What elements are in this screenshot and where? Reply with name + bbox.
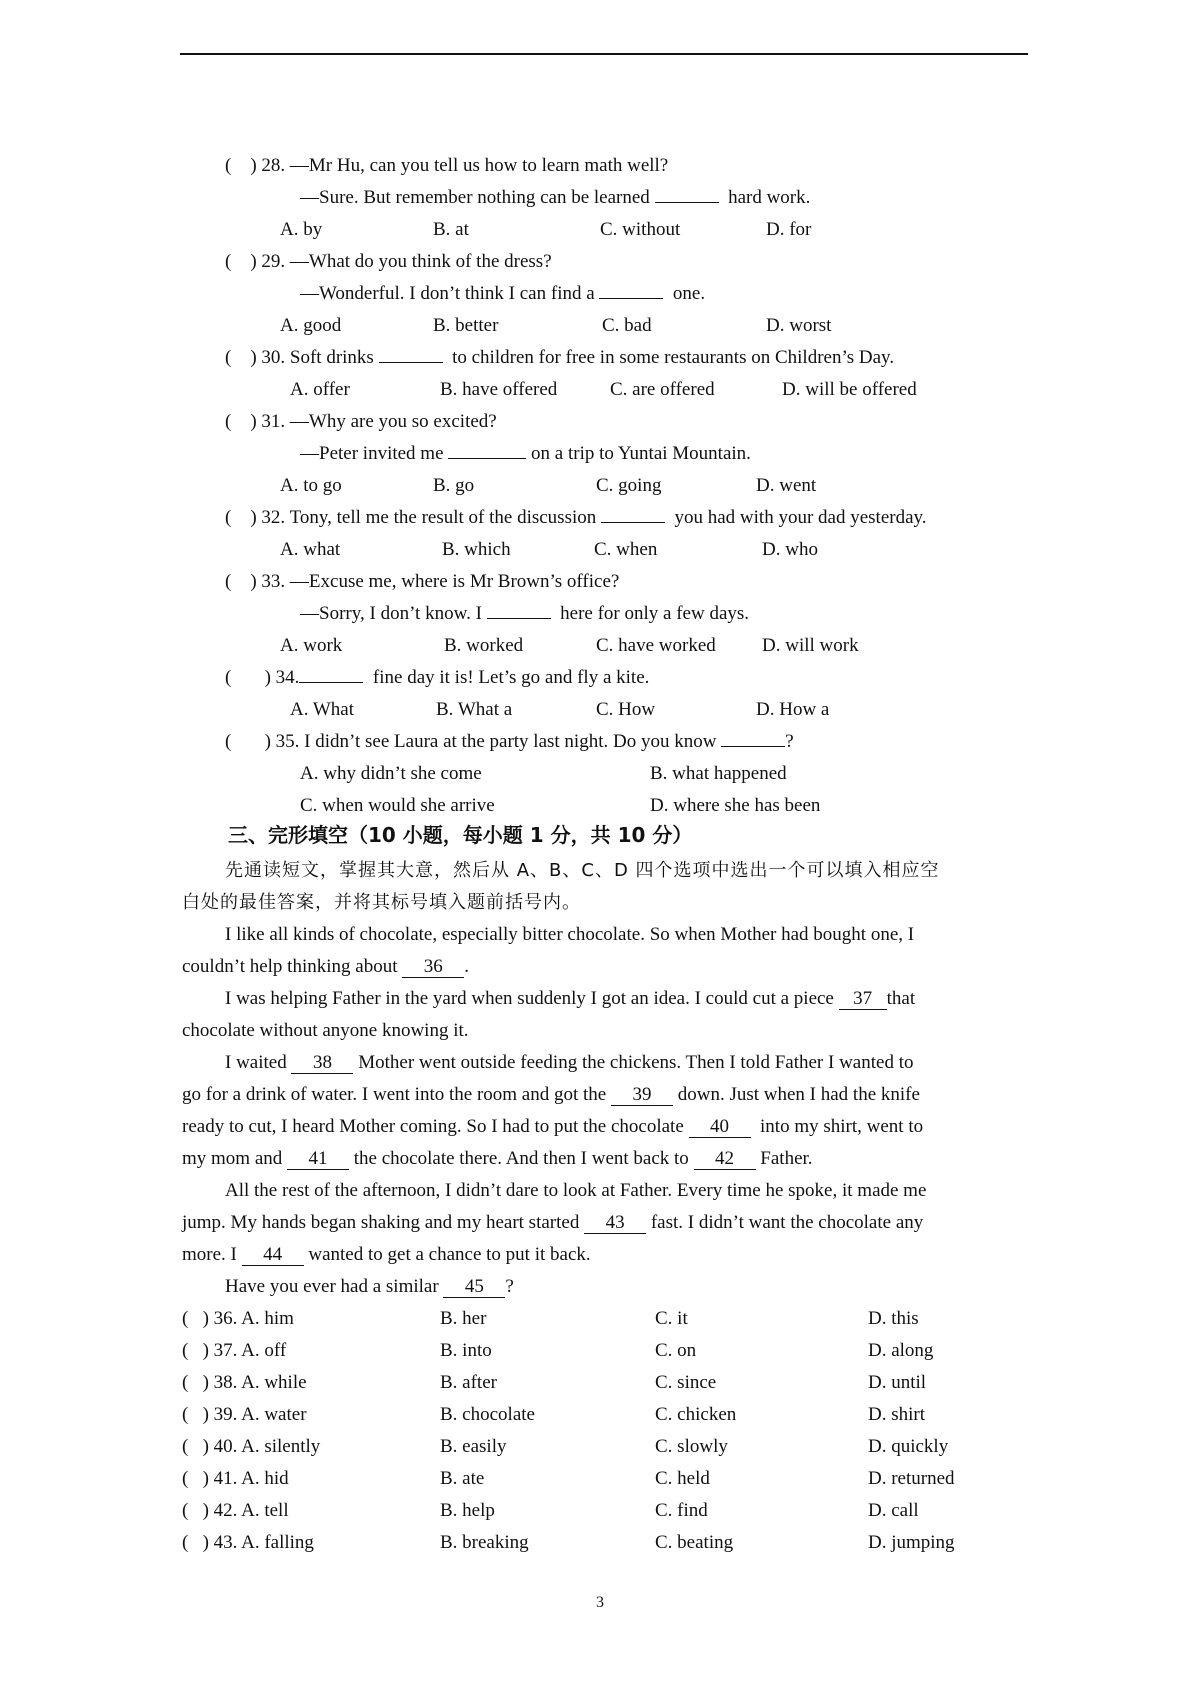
- question-33-reply: —Sorry, I don’t know. I here for only a few days.: [300, 603, 750, 624]
- q35-option-d: D. where she has been: [650, 795, 821, 816]
- passage-p1-line2: couldn’t help thinking about 36 .: [182, 956, 469, 977]
- section-3-heading: 三、完形填空（10 小题，每小题 1 分，共 10 分）: [228, 823, 693, 847]
- cloze-41-b: B. ate: [440, 1468, 485, 1489]
- cloze-39-b: B. chocolate: [440, 1404, 535, 1425]
- q33-option-c: C. have worked: [596, 635, 716, 656]
- cloze-43-c: C. beating: [655, 1532, 734, 1553]
- q28-option-d: D. for: [766, 219, 812, 240]
- q30-option-d: D. will be offered: [782, 379, 917, 400]
- q33-option-d: D. will work: [762, 635, 859, 656]
- passage-p2-line2: chocolate without anyone knowing it.: [182, 1020, 469, 1041]
- cloze-40: ( ) 40. A. silently: [182, 1436, 321, 1457]
- q30-option-a: A. offer: [290, 379, 350, 400]
- passage-p3-line1: I waited 38 Mother went outside feeding the chickens. Then I told Father I wanted to: [225, 1052, 914, 1073]
- q32-option-c: C. when: [594, 539, 658, 560]
- question-28: ( ) 28. —Mr Hu, can you tell us how to learn math well?: [225, 155, 669, 176]
- passage-p2-line1: I was helping Father in the yard when suddenly I got an idea. I could cut a piece 37 that: [225, 988, 916, 1009]
- passage-p3-line3: ready to cut, I heard Mother coming. So I had to put the chocolate 40 into my shirt, went to: [182, 1116, 924, 1137]
- q29-option-d: D. worst: [766, 315, 832, 336]
- q29-option-a: A. good: [280, 315, 342, 336]
- passage-p1-line1: I like all kinds of chocolate, especially bitter chocolate. So when Mother had bought one, I: [225, 924, 915, 945]
- cloze-38-b: B. after: [440, 1372, 497, 1393]
- passage-p3-line4: my mom and 41 the chocolate there. And then I went back to 42 Father.: [182, 1148, 813, 1169]
- cloze-39-d: D. shirt: [868, 1404, 925, 1425]
- cloze-37-c: C. on: [655, 1340, 697, 1361]
- cloze-39: ( ) 39. A. water: [182, 1404, 307, 1425]
- cloze-42-b: B. help: [440, 1500, 495, 1521]
- cloze-41: ( ) 41. A. hid: [182, 1468, 289, 1489]
- question-29-reply: —Wonderful. I don’t think I can find a one.: [300, 283, 706, 304]
- passage-p5: Have you ever had a similar 45 ?: [225, 1276, 514, 1297]
- q35-option-c: C. when would she arrive: [300, 795, 495, 816]
- question-33: ( ) 33. —Excuse me, where is Mr Brown’s office?: [225, 571, 620, 592]
- q28-option-b: B. at: [433, 219, 469, 240]
- q34-option-c: C. How: [596, 699, 656, 720]
- cloze-38-c: C. since: [655, 1372, 717, 1393]
- cloze-37: ( ) 37. A. off: [182, 1340, 287, 1361]
- q30-option-c: C. are offered: [610, 379, 715, 400]
- question-30: ( ) 30. Soft drinks to children for free in some restaurants on Children’s Day.: [225, 347, 895, 368]
- q35-option-a: A. why didn’t she come: [300, 763, 482, 784]
- section-3-instruction-2: 白处的最佳答案，并将其标号填入题前括号内。: [182, 892, 581, 913]
- blank-37: 37: [839, 989, 887, 1010]
- q32-option-a: A. what: [280, 539, 341, 560]
- q34-option-b: B. What a: [436, 699, 513, 720]
- blank-42: 42: [694, 1149, 756, 1170]
- cloze-37-d: D. along: [868, 1340, 934, 1361]
- section-3-instruction-1: 先通读短文，掌握其大意，然后从 A、B、C、D 四个选项中选出一个可以填入相应空: [225, 860, 940, 881]
- question-28-reply: —Sure. But remember nothing can be learned hard work.: [300, 187, 811, 208]
- passage-p3-line2: go for a drink of water. I went into the room and got the 39 down. Just when I had the knife: [182, 1084, 920, 1105]
- q35-option-b: B. what happened: [650, 763, 787, 784]
- cloze-39-c: C. chicken: [655, 1404, 737, 1425]
- question-34: ( ) 34. fine day it is! Let’s go and fly a kite.: [225, 667, 650, 688]
- page-number: 3: [596, 1594, 604, 1611]
- cloze-42-c: C. find: [655, 1500, 708, 1521]
- blank-39: 39: [611, 1085, 673, 1106]
- q33-option-b: B. worked: [444, 635, 524, 656]
- blank-45: 45: [443, 1277, 505, 1298]
- cloze-40-c: C. slowly: [655, 1436, 728, 1457]
- question-31: ( ) 31. —Why are you so excited?: [225, 411, 497, 432]
- cloze-36: ( ) 36. A. him: [182, 1308, 294, 1329]
- q33-option-a: A. work: [280, 635, 343, 656]
- cloze-43-b: B. breaking: [440, 1532, 529, 1553]
- question-35: ( ) 35. I didn’t see Laura at the party last night. Do you know ?: [225, 731, 794, 752]
- q34-option-d: D. How a: [756, 699, 830, 720]
- q29-option-b: B. better: [433, 315, 499, 336]
- blank-43: 43: [584, 1213, 646, 1234]
- cloze-37-b: B. into: [440, 1340, 492, 1361]
- question-31-reply: —Peter invited me on a trip to Yuntai Mountain.: [300, 443, 751, 464]
- blank-41: 41: [287, 1149, 349, 1170]
- cloze-42-d: D. call: [868, 1500, 919, 1521]
- passage-p4-line3: more. I 44 wanted to get a chance to put it back.: [182, 1244, 591, 1265]
- blank-38: 38: [291, 1053, 353, 1074]
- cloze-38-d: D. until: [868, 1372, 927, 1393]
- passage-p4-line2: jump. My hands began shaking and my heart started 43 fast. I didn’t want the chocolate any: [182, 1212, 924, 1233]
- cloze-43: ( ) 43. A. falling: [182, 1532, 314, 1553]
- cloze-40-d: D. quickly: [868, 1436, 949, 1457]
- q32-option-b: B. which: [442, 539, 511, 560]
- cloze-36-d: D. this: [868, 1308, 919, 1329]
- q31-option-b: B. go: [433, 475, 475, 496]
- cloze-38: ( ) 38. A. while: [182, 1372, 307, 1393]
- q28-option-a: A. by: [280, 219, 323, 240]
- q31-option-d: D. went: [756, 475, 817, 496]
- cloze-36-b: B. her: [440, 1308, 487, 1329]
- blank-44: 44: [242, 1245, 304, 1266]
- cloze-40-b: B. easily: [440, 1436, 507, 1457]
- q34-option-a: A. What: [290, 699, 355, 720]
- header-rule: [180, 53, 1028, 55]
- cloze-36-c: C. it: [655, 1308, 688, 1329]
- q28-option-c: C. without: [600, 219, 681, 240]
- blank-40: 40: [689, 1117, 751, 1138]
- question-32: ( ) 32. Tony, tell me the result of the discussion you had with your dad yesterday.: [225, 507, 927, 528]
- cloze-41-d: D. returned: [868, 1468, 955, 1489]
- q31-option-c: C. going: [596, 475, 662, 496]
- passage-p4-line1: All the rest of the afternoon, I didn’t dare to look at Father. Every time he spoke, it made me: [225, 1180, 927, 1201]
- cloze-42: ( ) 42. A. tell: [182, 1500, 289, 1521]
- q31-option-a: A. to go: [280, 475, 342, 496]
- blank-36: 36: [402, 957, 464, 978]
- q30-option-b: B. have offered: [440, 379, 558, 400]
- cloze-41-c: C. held: [655, 1468, 710, 1489]
- q32-option-d: D. who: [762, 539, 818, 560]
- question-29: ( ) 29. —What do you think of the dress?: [225, 251, 552, 272]
- q29-option-c: C. bad: [602, 315, 652, 336]
- cloze-43-d: D. jumping: [868, 1532, 955, 1553]
